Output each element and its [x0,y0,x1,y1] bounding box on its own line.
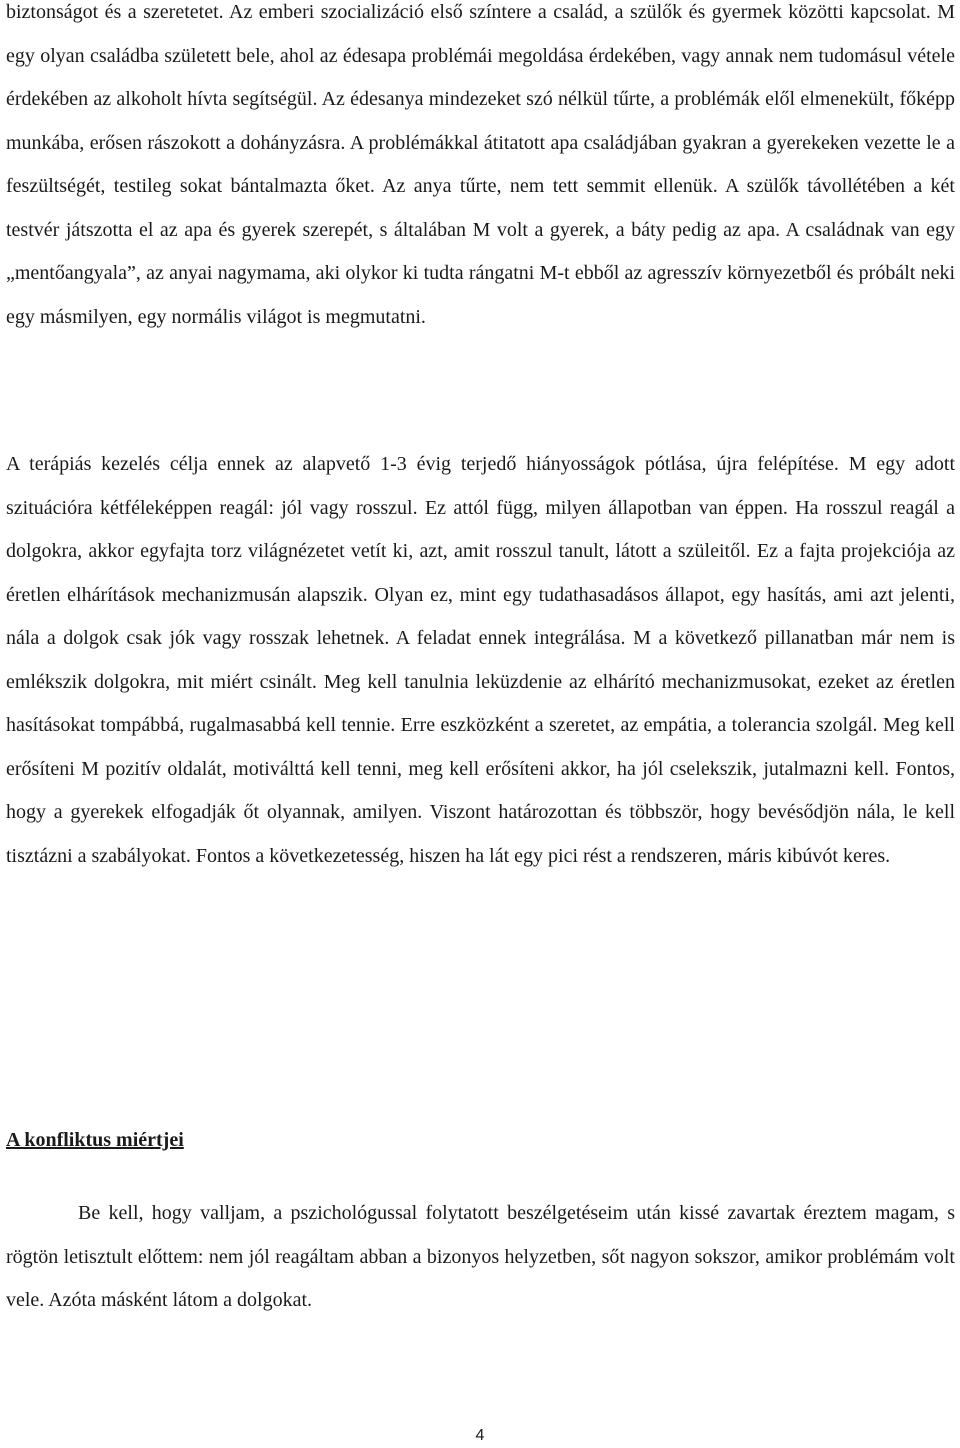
paragraph-family-background: biztonságot és a szeretetet. Az emberi szocializáció első színtere a család, a szülők és gyermek közötti kapcsolat. M egy olyan családba született bele, ahol az édesapa problémái megoldása érdekében, vagy annak nem tudomásul vétele érdekében az alkoholt hívta segítségül. Az édesanya mindezeket szó nélkül tűrte, a problémák elől elmenekült, főképp munkába, erősen rászokott a dohányzásra. A problémákkal átitatott apa családjában gyakran a gyerekeken vezette le a feszültségét, testileg sokat bántalmazta őket. Az anya tűrte, nem tett semmit ellenük. A szülők távollétében a két testvér játszotta el az apa és gyerek szerepét, s általában M volt a gyerek, a báty pedig az apa. A családnak van egy „mentőangyala”, az anyai nagymama, aki olykor ki tudta rángatni M-t ebből az agresszív környezetből és próbált neki egy másmilyen, egy normális világot is megmutatni. [6,1,955,328]
paragraph-conflict: Be kell, hogy valljam, a pszichológussal folytatott beszélgetéseim után kissé zavartak éreztem magam, s rögtön letisztult előttem: nem jól reagáltam abban a bizonyos helyzetben, sőt nagyon sokszor, amikor problémám volt vele. Azóta másként látom a dolgokat. [6,1202,955,1311]
section-heading: A konfliktus miértjei [6,1129,184,1151]
page-number: 4 [475,1427,485,1444]
paragraph-therapy-goal: A terápiás kezelés célja ennek az alapvető 1-3 évig terjedő hiányosságok pótlása, újra felépítése. M egy adott szituációra kétféleképpen reagál: jól vagy rosszul. Ez attól függ, milyen állapotban van éppen. Ha rosszul reagál a dolgokra, akkor egyfajta torz világnézetet vetít ki, azt, amit rosszul tanult, látott a szüleitől. Ez a fajta projekciója az éretlen elhárítások mechanizmusán alapszik. Olyan ez, mint egy tudathasadásos állapot, egy hasítás, ami azt jelenti, nála a dolgok csak jók vagy rosszak lehetnek. A feladat ennek integrálása. M a következő pillanatban már nem is emlékszik dolgokra, mit miért csinált. Meg kell tanulnia leküzdenie az elhárító mechanizmusokat, ezeket az éretlen hasításokat tompábbá, rugalmasabbá kell tennie. Erre eszközként a szeretet, az empátia, a tolerancia szolgál. Meg kell erősíteni M pozitív oldalát, motiválttá kell tenni, meg kell erősíteni akkor, ha jól cselekszik, jutalmazni kell. Fontos, hogy a gyerekek elfogadják őt olyannak, amilyen. Viszont határozottan és többször, hogy bevésődjön nála, le kell tisztázni a szabályokat. Fontos a következetesség, hiszen ha lát egy pici rést a rendszeren, máris kibúvót keres. [6,453,955,867]
